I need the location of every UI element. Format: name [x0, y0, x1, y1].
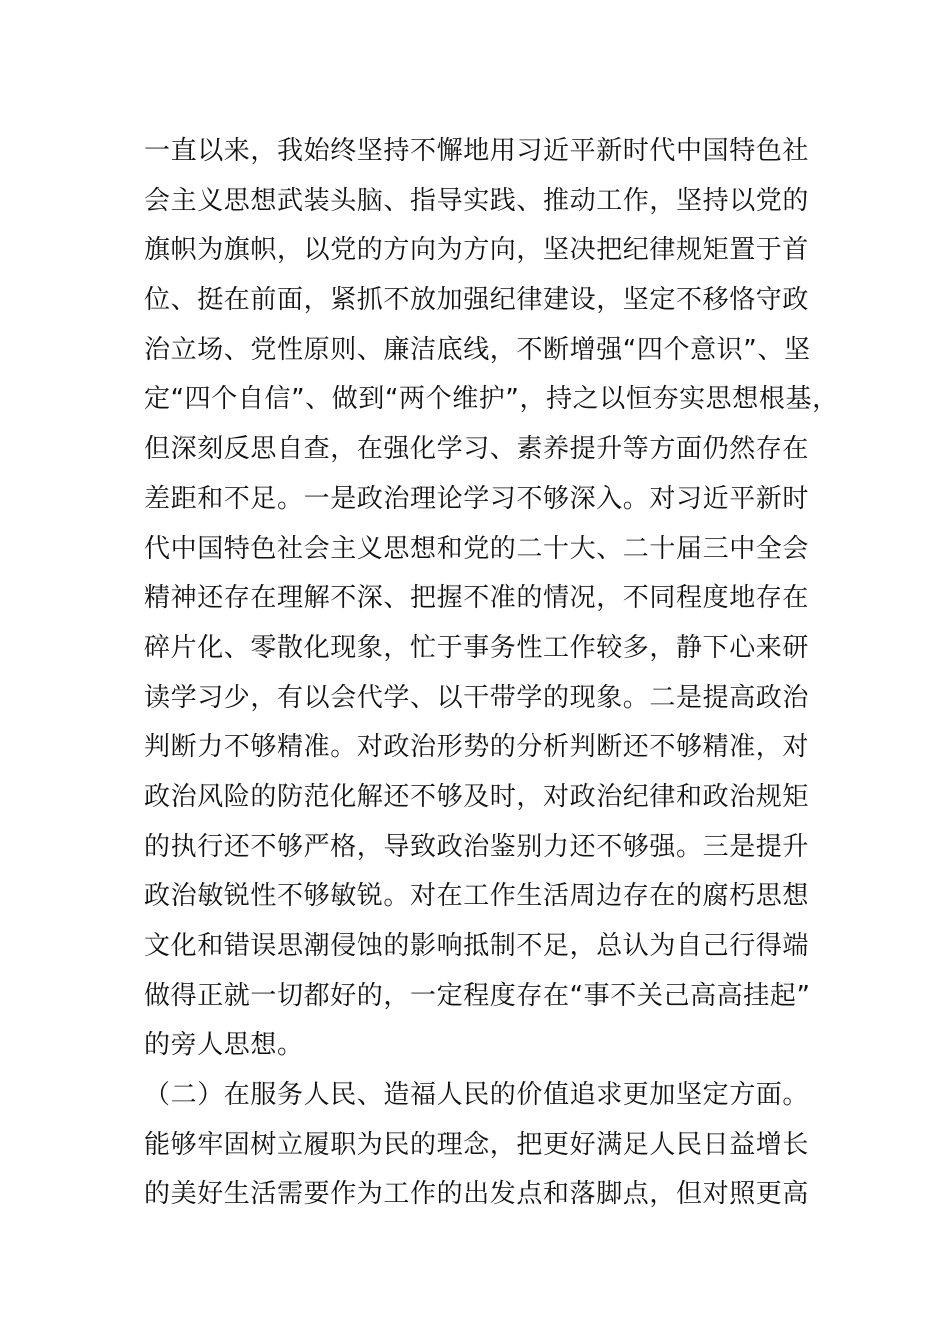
text-line: 碎片化、零散化现象，忙于事务性工作较多，静下心来研 [144, 632, 810, 663]
text-line: 定“四个自信”、做到“两个维护”，持之以恒夯实思想根基， [144, 384, 839, 415]
text-line: 文化和错误思潮侵蚀的影响抵制不足，总认为自己行得端 [144, 931, 810, 961]
text-line: 会主义思想武装头脑、指导实践、推动工作，坚持以党的 [144, 185, 810, 216]
text-line: 精神还存在理解不深、把握不准的情况，不同程度地存在 [144, 583, 810, 614]
text-line: 差距和不足。一是政治理论学习不够深入。对习近平新时 [144, 483, 810, 514]
section-heading-line: （二）在服务人民、造福人民的价值追求更加坚定方面。 [144, 1080, 810, 1111]
text-line: 做得正就一切都好的，一定程度存在“事不关己高高挂起” [144, 980, 811, 1011]
text-line: 位、挺在前面，紧抓不放加强纪律建设，坚定不移恪守政 [144, 285, 810, 316]
text-line: 一直以来，我始终坚持不懈地用习近平新时代中国特色社 [144, 136, 810, 166]
text-line: 但深刻反思自查，在强化学习、素养提升等方面仍然存在 [144, 434, 810, 465]
text-line: 的美好生活需要作为工作的出发点和落脚点，但对照更高 [144, 1179, 810, 1210]
body-text [144, 127, 844, 1220]
text-line: 代中国特色社会主义思想和党的二十大、二十届三中全会 [144, 533, 810, 564]
text-line: 治立场、党性原则、廉洁底线，不断增强“四个意识”、坚 [144, 334, 811, 365]
text-line: 的旁人思想。 [144, 1030, 304, 1061]
text-line: 的执行还不够严格，导致政治鉴别力还不够强。三是提升 [144, 831, 810, 862]
text-line: 政治风险的防范化解还不够及时，对政治纪律和政治规矩 [144, 781, 810, 812]
text-line: 旗帜为旗帜，以党的方向为方向，坚决把纪律规矩置于首 [144, 235, 810, 266]
text-line: 政治敏锐性不够敏锐。对在工作生活周边存在的腐朽思想 [144, 881, 810, 912]
text-line: 读学习少，有以会代学、以干带学的现象。二是提高政治 [144, 682, 810, 713]
text-line: 能够牢固树立履职为民的理念，把更好满足人民日益增长 [144, 1129, 810, 1160]
text-line: 判断力不够精准。对政治形势的分析判断还不够精准，对 [144, 732, 810, 763]
